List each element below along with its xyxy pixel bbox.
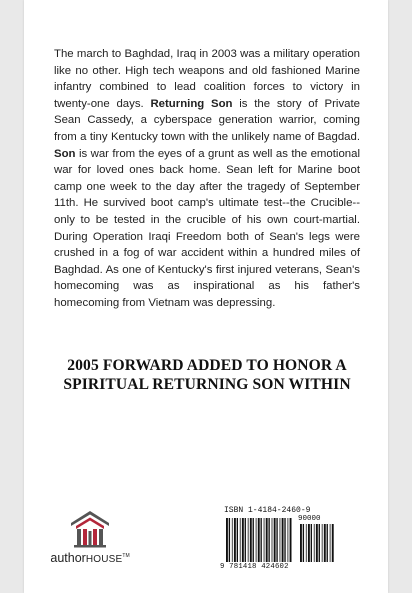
headline-line-2: SPIRITUAL RETURNING SON WITHIN: [63, 376, 351, 393]
forward-headline: [34, 356, 380, 394]
blurb-text-3: is war from the eyes of a grunt as well as the emotional war for loved ones back home. Sean left for Marine boot camp one week to the day after the tragedy of September 11th. He survived boot camp's ultimate test--the Crucible--only to be tested in the crucible of his own court-martial. During Operation Iraqi Freedom both of Sean's legs were crushed in a fog of war accident within a hundred miles of Baghdad. As one of Kentucky's first injured veterans, Sean's homecoming was as inspirational as his father's homecoming from Vietnam was depressing.: [54, 147, 360, 309]
isbn-label: ISBN 1-4184-2460-9: [224, 506, 311, 515]
publisher-name-upper: HOUSE: [85, 554, 123, 565]
authorhouse-logo-icon: [50, 507, 130, 551]
publisher-trademark: TM: [122, 552, 130, 559]
blurb-text-1: The march to Baghdad, Iraq in 2003 was a military operation like no other. High tech weapons and old fashioned Marine infantry combined to lead coalition forces to victory in twenty-one days.: [54, 48, 360, 110]
barcode-digits: 9 781418 424602: [220, 563, 289, 571]
blurb-title-son: Son: [54, 147, 76, 160]
book-back-cover: [24, 0, 388, 593]
headline-line-1: 2005 FORWARD ADDED TO HONOR A: [67, 357, 347, 374]
cover-blurb: [54, 46, 360, 312]
publisher-name: [50, 551, 130, 565]
blurb-text-2: is the story of Private Sean Cassedy, a cyberspace generation warrior, coming from a tiny Kentucky town with the unlikely name of Bagdad.: [54, 97, 360, 143]
publisher-logo: [50, 507, 128, 567]
isbn-barcode: [220, 508, 342, 572]
price-addon-number: 90000: [298, 515, 321, 523]
blurb-title-returning-son: Returning Son: [150, 97, 233, 110]
publisher-name-lower: author: [50, 551, 86, 565]
